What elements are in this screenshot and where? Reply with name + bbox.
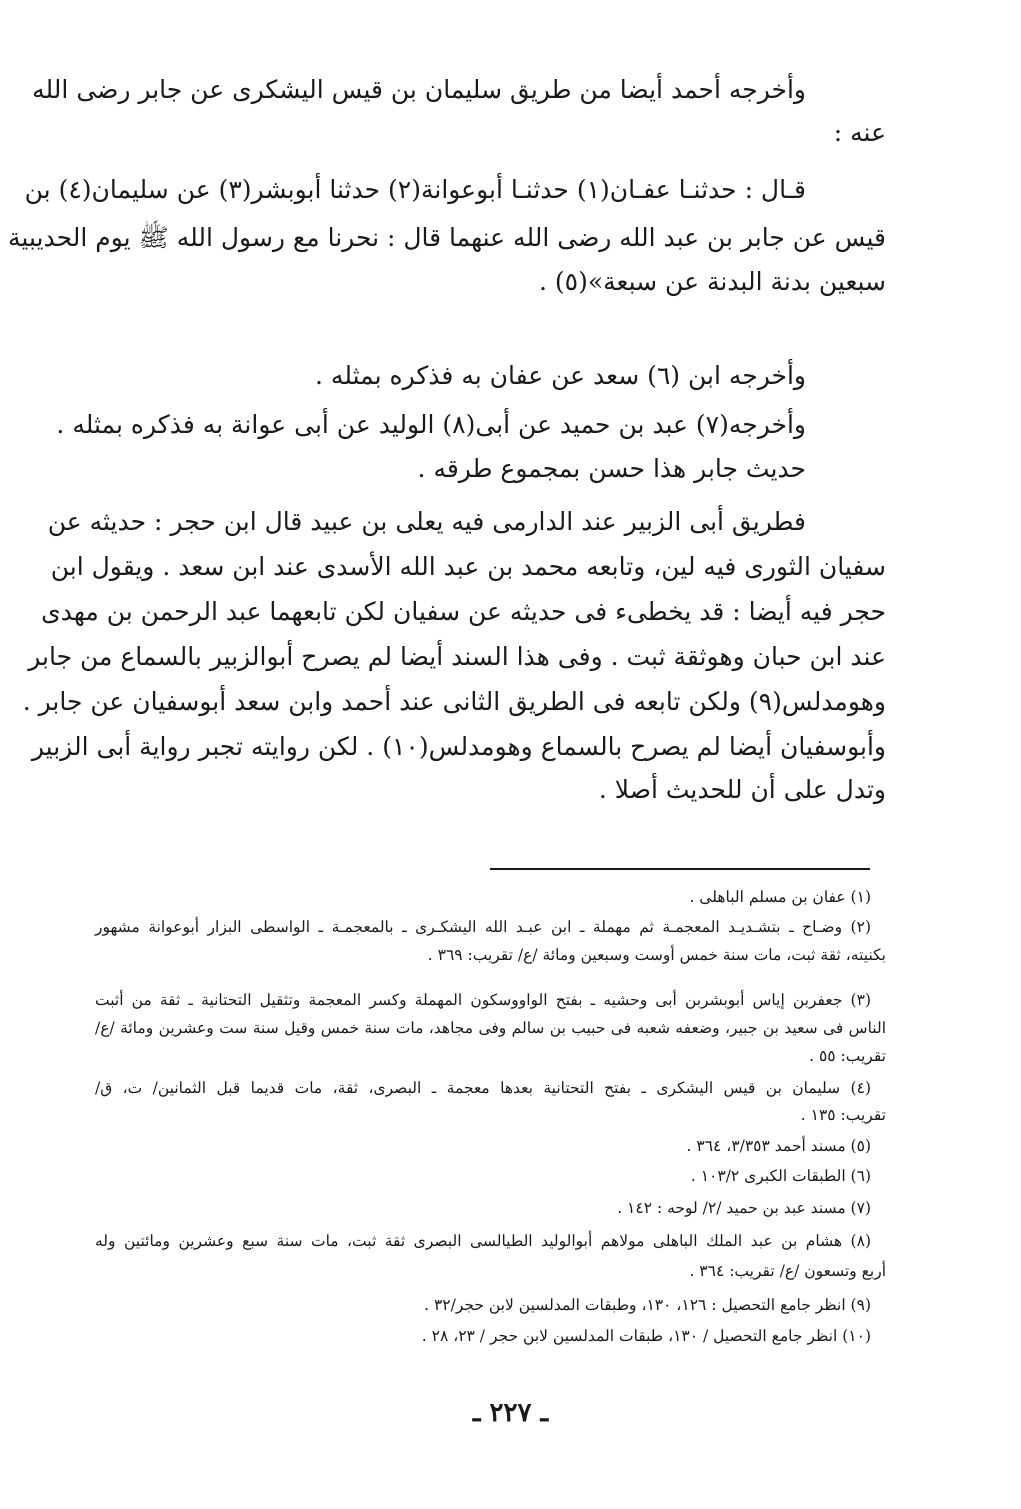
p4-line-3: حجر فيه أيضا : قد يخطىء فى حديثه عن سفيان لكن تابعهما عبد الرحمن بن مهدى xyxy=(41,597,886,626)
p4-line-1: فطريق أبى الزبير عند الدارمى فيه يعلى بن عبيد قال ابن حجر : حديثه عن xyxy=(47,507,806,536)
p2-line-1: قـال : حدثنـا عفـان(١) حدثنـا أبوعوانة(٢) حدثنا أبوبشر(٣) عن سليمان(٤) بن xyxy=(24,175,806,204)
p4-line-2: سفيان الثورى فيه لين، وتابعه محمد بن عبد الله الأسدى عند ابن سعد . ويقول ابن xyxy=(50,552,886,581)
p2-line-2: قيس عن جابر بن عبد الله رضى الله عنهما قال : نحرنا مع رسول الله ﷺ يوم الحديبية xyxy=(8,223,886,252)
footnote-6: (٦) الطبقات الكبرى ١٠٣/٢ . xyxy=(690,1167,871,1185)
p4-line-7: وتدل على أن للحديث أصلا . xyxy=(598,775,886,804)
p2-line-3: سبعين بدنة البدنة عن سبعة»(٥) . xyxy=(539,267,886,296)
p4-line-4: عند ابن حبان وهوثقة ثبت . وفى هذا السند أيضا لم يصرح أبوالزبير بالسماع من جابر xyxy=(28,642,886,671)
footnote-3-line-1: (٣) جعفربن إياس أبوبشربن أبى وحشيه ـ بفتح الواووسكون المهملة وكسر المعجمة وتثقيل التحتانية ـ ثقة من أثبت xyxy=(95,991,871,1009)
p3-line-1: وأخرجه ابن (٦) سعد عن عفان به فذكره بمثله . xyxy=(315,361,806,390)
p3-line-3: حديث جابر هذا حسن بمجموع طرقه . xyxy=(417,454,806,483)
p4-line-5: وهومدلس(٩) ولكن تابعه فى الطريق الثانى عند أحمد وابن سعد أبوسفيان عن جابر . xyxy=(22,687,886,716)
footnote-8-line-2: أربع وتسعون /ع/ تقريب: ٣٦٤ . xyxy=(689,1262,886,1280)
footnote-3-line-3: تقريب: ٥٥ . xyxy=(809,1047,886,1065)
footnote-separator xyxy=(490,868,870,870)
footnote-7: (٧) مسند عبد بن حميد /٢/ لوحه : ١٤٢ . xyxy=(617,1199,871,1217)
p1-line-2: عنه : xyxy=(833,118,886,147)
p3-line-2: وأخرجه(٧) عبد بن حميد عن أبى(٨) الوليد عن أبى عوانة به فذكره بمثله . xyxy=(56,410,806,439)
p1-line-1: وأخرجه أحمد أيضا من طريق سليمان بن قيس اليشكرى عن جابر رضى الله xyxy=(32,75,806,104)
footnote-2-line-1: (٢) وضـاح ـ بتشـديـد المعجمـة ثم مهملة ـ ابن عبـد الله اليشكـرى ـ بالمعجمـة ـ الواسطى البزار أبوعوانة مشهور xyxy=(95,918,871,936)
footnote-1: (١) عفان بن مسلم الباهلى . xyxy=(689,888,871,906)
page-number: ـ ٢٢٧ ـ xyxy=(472,1398,549,1428)
footnote-5: (٥) مسند أحمد ٣/٣٥٣، ٣٦٤ . xyxy=(686,1137,871,1155)
footnote-10: (١٠) انظر جامع التحصيل / ١٣٠، طبقات المدلسين لابن حجر / ٢٣، ٢٨ . xyxy=(421,1327,871,1345)
p4-line-6: وأبوسفيان أيضا لم يصرح بالسماع وهومدلس(١٠) . لكن روايته تجبر رواية أبى الزبير xyxy=(31,732,886,761)
footnote-8-line-1: (٨) هشام بن عبد الملك الباهلى مولاهم أبوالوليد الطيالسى البصرى ثقة ثبت، مات سنة سبع وعشرين ومائتين وله xyxy=(95,1232,871,1250)
footnote-4-line-2: تقريب: ١٣٥ . xyxy=(800,1106,886,1124)
footnote-2-line-2: بكنيته، ثقة ثبت، مات سنة خمس أوست وسبعين ومائة /ع/ تقريب: ٣٦٩ . xyxy=(427,946,886,964)
footnote-9: (٩) انظر جامع التحصيل : ١٢٦، ١٣٠، وطبقات المدلسين لابن حجر/٣٢ . xyxy=(424,1296,871,1314)
footnote-4-line-1: (٤) سليمان بن قيس اليشكرى ـ بفتح التحتانية بعدها معجمة ـ البصرى، ثقة، مات قديما قبل الثمانين/ ت، ق/ xyxy=(95,1079,871,1097)
footnote-3-line-2: الناس فى سعيد بن جبير، وضعفه شعبه فى حبيب بن سالم وفى مجاهد، مات سنة خمس وقيل سنة ست وعشرين ومائة /ع/ xyxy=(95,1019,886,1037)
